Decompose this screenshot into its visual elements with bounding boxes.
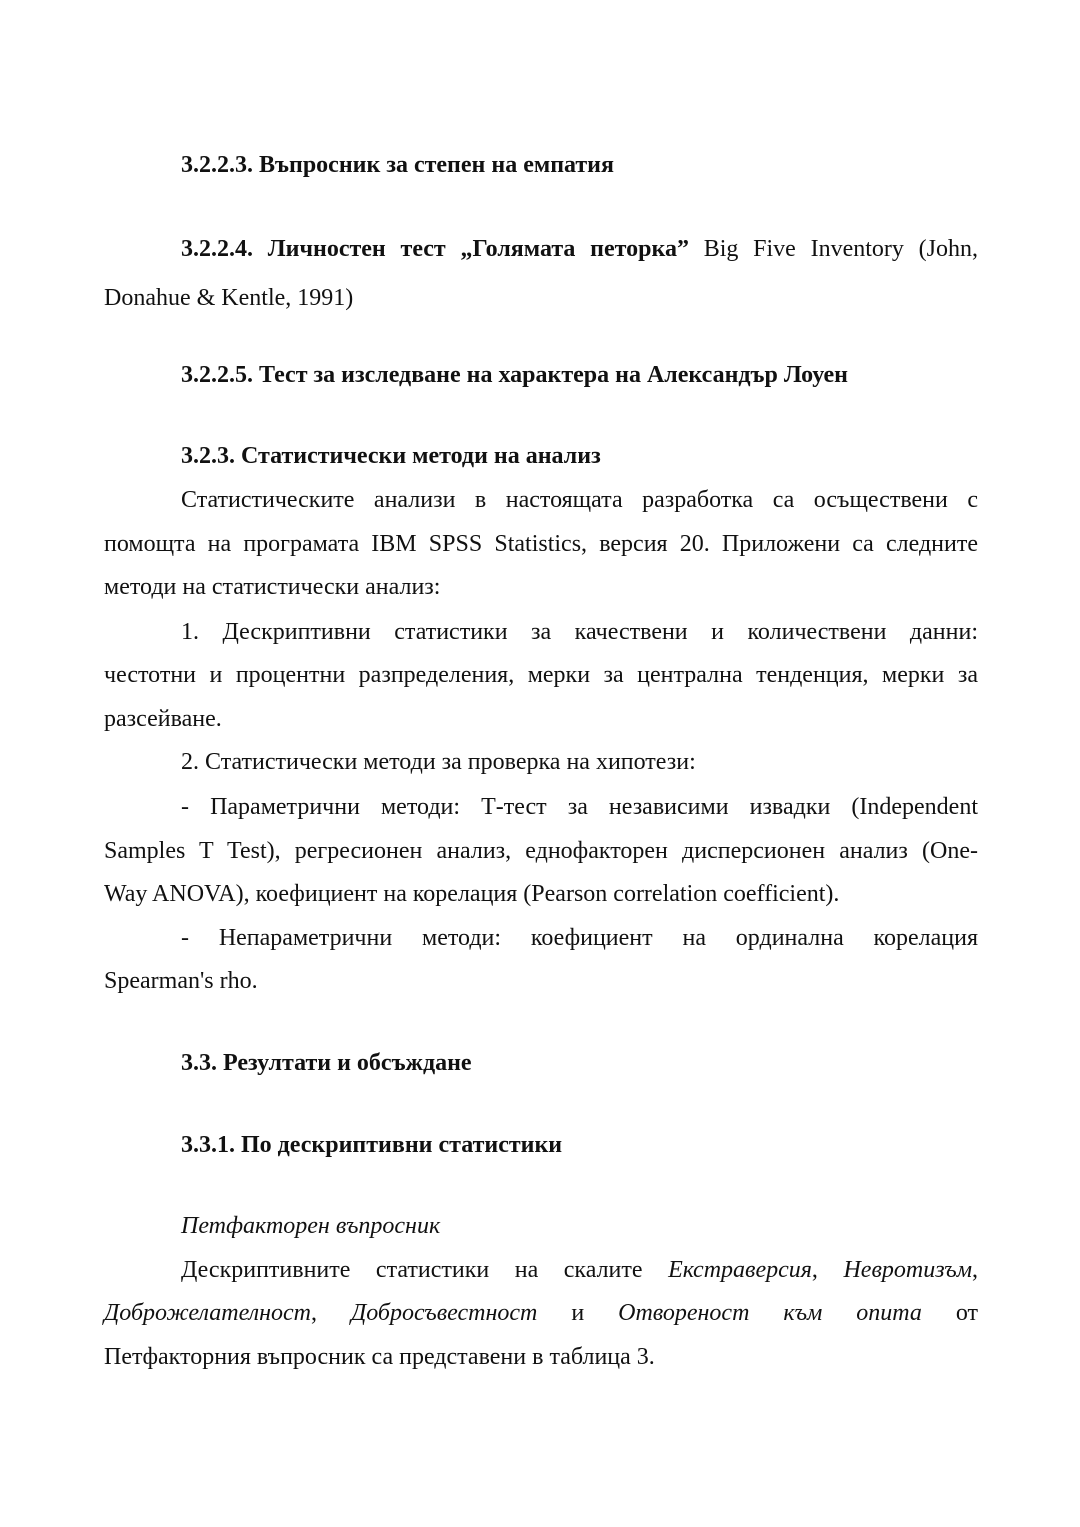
document-page [104, 0, 978, 1527]
scale-extraversion: Екстраверсия [668, 1257, 812, 1283]
final-l2-from: от [955, 1300, 979, 1326]
final-paragraph-line2 [104, 1298, 978, 1328]
heading-3-2-2-4-line2: Donahue & Kentle, 1991) [104, 285, 354, 311]
heading-3-2-2-4 [181, 234, 978, 264]
final-l1-text: Дескриптивните статистики на скалите [181, 1257, 643, 1283]
item1-line2: честотни и процентни разпределения, мерки за централна тенденция, мерки за [104, 662, 978, 688]
heading-3-2-3: 3.2.3. Статистически методи на анализ [181, 443, 601, 469]
heading-3-2-2-5: 3.2.2.5. Тест за изследване на характера на Александър Лоуен [181, 362, 848, 388]
scale-openness: Отвореност към опита [618, 1300, 922, 1326]
final-l1-comma2: , [972, 1257, 979, 1283]
nonparametric-line1: - Непараметрични методи: коефициент на ординална корелация [181, 925, 978, 951]
item2-line1: 2. Статистически методи за проверка на хипотези: [181, 749, 696, 775]
heading-3-3-1: 3.3.1. По дескриптивни статистики [181, 1132, 563, 1158]
heading-3-3: 3.3. Резултати и обсъждане [181, 1050, 472, 1076]
parametric-line1: - Параметрични методи: Т-тест за независими извадки (Independent [181, 794, 978, 820]
nonparametric-line2: Spearman's rho. [104, 968, 258, 994]
stats-paragraph-line3: методи на статистически анализ: [104, 574, 441, 600]
final-l2-comma: , [311, 1300, 317, 1326]
scale-agreeableness: Доброжелателност [104, 1300, 311, 1326]
stats-paragraph-line1: Статистическите анализи в настоящата разработка са осъществени с [181, 487, 978, 513]
stats-paragraph-line2: помощта на програмата IBM SPSS Statistics, версия 20. Приложени са следните [104, 531, 978, 557]
final-l2-and: и [571, 1300, 585, 1326]
heading-3-2-2-4-bold: 3.2.2.4. Личностен тест „Голямата петорка” [181, 236, 689, 262]
final-paragraph-line3: Петфакторния въпросник са представени в таблица 3. [104, 1344, 655, 1370]
final-l1-comma1: , [811, 1257, 818, 1283]
final-paragraph-line1 [181, 1255, 978, 1285]
item1-line3: разсейване. [104, 706, 222, 732]
scale-conscientiousness: Добросъвестност [350, 1300, 538, 1326]
item1-line1: 1. Дескриптивни статистики за качествени и количествени данни: [181, 619, 978, 645]
scale-neuroticism: Невротизъм [843, 1257, 973, 1283]
heading-3-2-2-3: 3.2.2.3. Въпросник за степен на емпатия [181, 152, 614, 178]
subsection-title: Петфакторен въпросник [181, 1213, 441, 1239]
parametric-line3: Way ANOVA), коефициент на корелация (Pearson correlation coefficient). [104, 881, 840, 907]
heading-3-2-2-4-rest: Big Five Inventory (John, [688, 236, 979, 262]
parametric-line2: Samples T Test), регресионен анализ, еднофакторен дисперсионен анализ (One- [104, 838, 978, 864]
